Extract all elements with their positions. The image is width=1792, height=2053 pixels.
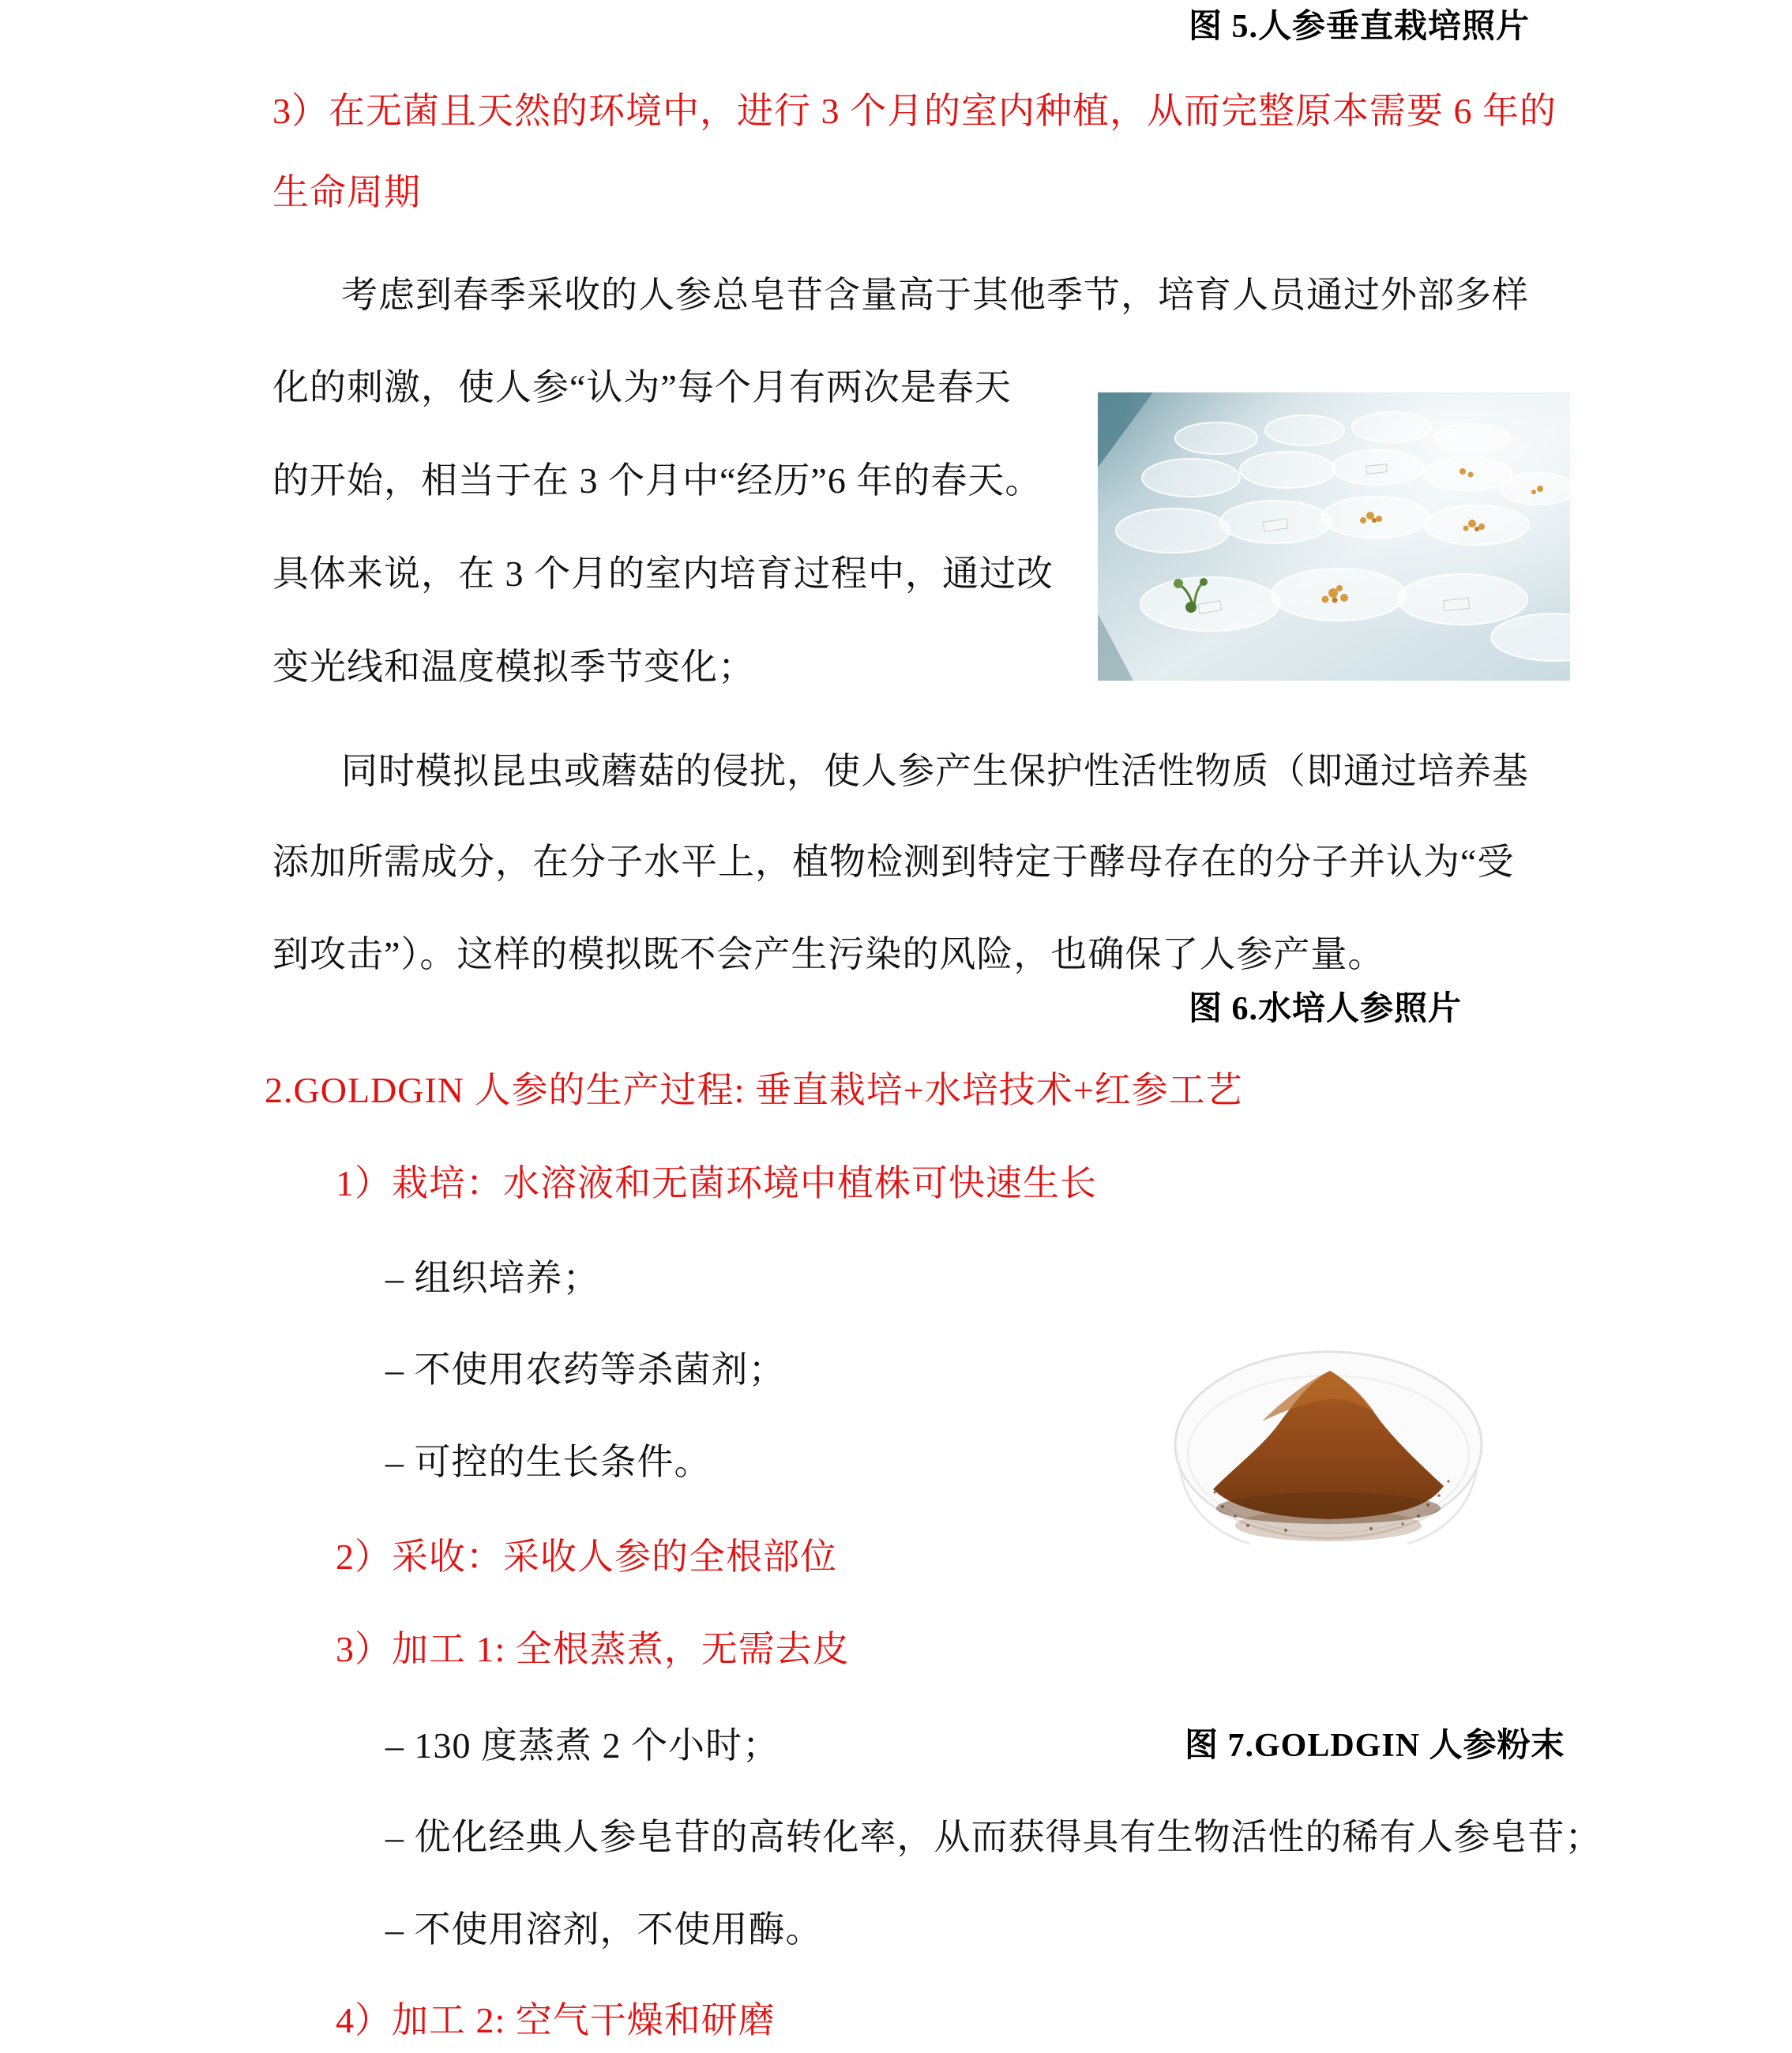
paragraph2-line: 添加所需成分，在分子水平上，植物检测到特定于酵母存在的分子并认为“受 [272, 842, 1515, 882]
section2-item1: 1）栽培：水溶液和无菌环境中植株可快速生长 [336, 1163, 1097, 1203]
item1-sub: – 组织培养； [385, 1258, 600, 1298]
paragraph1-line: 考虑到春季采收的人参总皂苷含量高于其他季节，培育人员通过外部多样 [341, 275, 1529, 315]
paragraph1-line: 化的刺激，使人参“认为”每个月有两次是春天 [272, 367, 1012, 407]
paragraph1-line: 的开始，相当于在 3 个月中“经历”6 年的春天。 [272, 460, 1043, 501]
ginseng-powder-photo [1167, 1327, 1490, 1570]
figure5-caption: 图 5.人参垂直栽培照片 [1189, 9, 1531, 45]
paragraph1-line: 变光线和温度模拟季节变化； [272, 647, 755, 687]
section2-item4: 4）加工 2: 空气干燥和研磨 [336, 2000, 776, 2040]
paragraph2-line: 到攻击”）。这样的模拟既不会产生污染的风险，也确保了人参产量。 [272, 934, 1385, 974]
heading-3-line2: 生命周期 [272, 172, 421, 212]
section2-item3: 3）加工 1: 全根蒸煮，无需去皮 [336, 1629, 850, 1669]
petri-dish-photo [1098, 392, 1570, 681]
figure7-caption: 图 7.GOLDGIN 人参粉末 [1185, 1728, 1565, 1764]
paragraph2-line: 同时模拟昆虫或蘑菇的侵扰，使人参产生保护性活性物质（即通过培养基 [341, 751, 1529, 791]
item1-sub: – 不使用农药等杀菌剂； [385, 1349, 786, 1390]
item3-sub: – 130 度蒸煮 2 个小时； [385, 1725, 780, 1766]
heading-3-line1: 3）在无菌且天然的环境中，进行 3 个月的室内种植，从而完整原本需要 6 年的 [272, 91, 1557, 131]
section2-item2: 2）采收：采收人参的全根部位 [336, 1537, 837, 1577]
item3-sub: – 不使用溶剂，不使用酶。 [385, 1909, 823, 1950]
paragraph1-line: 具体来说，在 3 个月的室内培育过程中，通过改 [272, 554, 1054, 594]
item1-sub: – 可控的生长条件。 [385, 1442, 712, 1482]
figure6-caption: 图 6.水培人参照片 [1189, 991, 1463, 1027]
item3-sub: – 优化经典人参皂苷的高转化率，从而获得具有生物活性的稀有人参皂苷； [385, 1817, 1602, 1857]
section2-title: 2.GOLDGIN 人参的生产过程: 垂直栽培+水培技术+红参工艺 [265, 1070, 1243, 1110]
